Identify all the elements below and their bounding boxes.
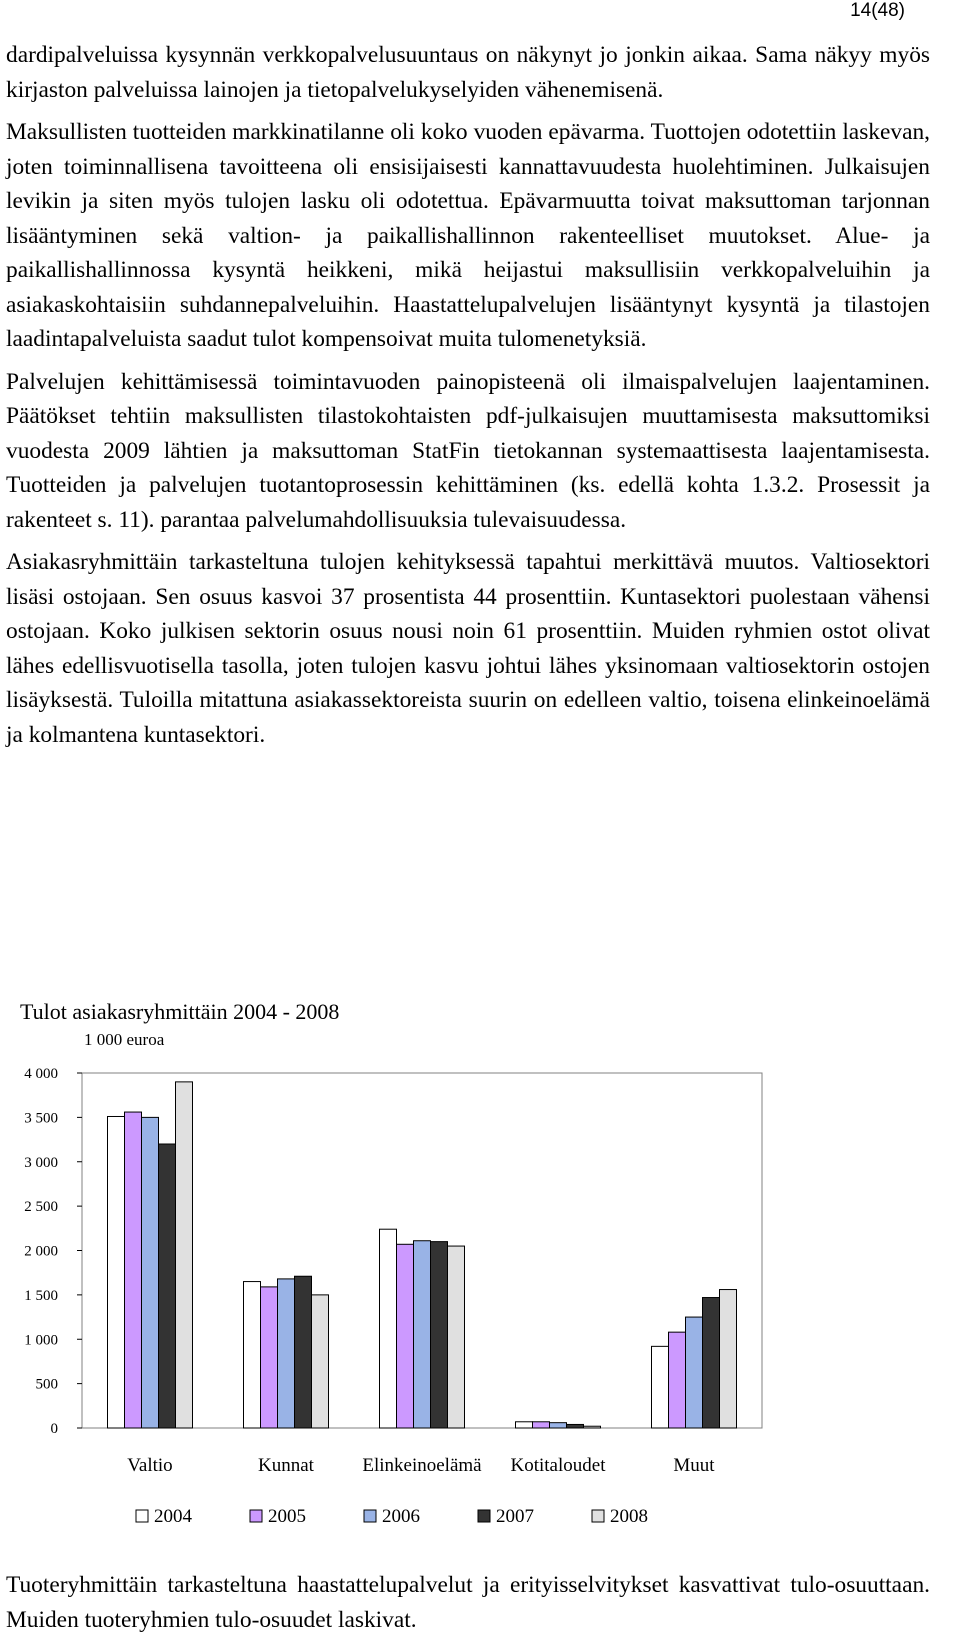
- bar-chart: [0, 1030, 960, 1550]
- chart-title: Tulot asiakasryhmittäin 2004 - 2008: [20, 999, 340, 1024]
- bar: [567, 1424, 584, 1428]
- bar: [295, 1276, 312, 1428]
- legend-swatch: [136, 1510, 148, 1522]
- legend-swatch: [364, 1510, 376, 1522]
- y-tick-label: 3 000: [24, 1154, 58, 1171]
- legend-label: 2007: [496, 1506, 534, 1527]
- bar: [380, 1229, 397, 1428]
- unit-label: 1 000 euroa: [84, 1030, 165, 1049]
- y-tick-label: 3 500: [24, 1110, 58, 1127]
- bar: [125, 1112, 142, 1428]
- bar: [176, 1082, 193, 1428]
- legend-swatch: [478, 1510, 490, 1522]
- paragraph-after-chart: Tuoteryhmittäin tarkasteltuna haastattelupalvelut ja erityisselvitykset kasvattivat tulo-osuuttaan. Muiden tuoteryhmien tulo-osuudet laskivat.: [6, 1572, 930, 1633]
- bar: [448, 1246, 465, 1428]
- bar: [686, 1317, 703, 1428]
- bar: [533, 1422, 550, 1428]
- bar: [108, 1116, 125, 1428]
- bar: [550, 1423, 567, 1428]
- bar: [142, 1117, 159, 1428]
- bar: [261, 1287, 278, 1428]
- x-category-label: Kotitaloudet: [510, 1455, 606, 1476]
- bar: [159, 1144, 176, 1428]
- bar: [516, 1422, 533, 1428]
- paragraph: dardipalveluissa kysynnän verkkopalvelusuuntaus on näkynyt jo jonkin aikaa. Sama näkyy myös kirjaston palveluissa lainojen ja tietopalvelukyselyiden vähenemisenä.: [6, 42, 930, 103]
- bar: [584, 1426, 601, 1428]
- y-tick-label: 4 000: [24, 1066, 58, 1082]
- y-tick-label: 2 500: [24, 1199, 58, 1216]
- y-tick-label: 1 500: [24, 1287, 58, 1304]
- bar: [652, 1346, 669, 1428]
- y-tick-label: 500: [35, 1376, 58, 1393]
- bar: [244, 1282, 261, 1428]
- paragraph: Palvelujen kehittämisessä toimintavuoden painopisteenä oli ilmaispalvelujen laajentaminen. Päätökset tehtiin maksullisten tilastokohtaisten pdf-julkaisujen muuttamisesta maksuttomiksi vuodesta 2009 lähtien ja maksuttoman StatFin tietokannan systemaattisesta laajentamisesta. Tuotteiden ja palvelujen tuotantoprosessin kehittäminen (ks. edellä kohta 1.3.2. Prosessit ja rakenteet s. 11). parantaa palvelumahdollisuuksia tulevaisuudessa.: [6, 368, 930, 533]
- x-category-label: Muut: [673, 1455, 715, 1476]
- bar: [312, 1295, 329, 1428]
- bar: [669, 1332, 686, 1428]
- y-tick-label: 2 000: [24, 1243, 58, 1260]
- bar: [431, 1242, 448, 1428]
- bar: [720, 1290, 737, 1428]
- y-tick-label: 0: [50, 1421, 58, 1437]
- paragraph: Maksullisten tuotteiden markkinatilanne oli koko vuoden epävarma. Tuottojen odotettiin laskevan, joten toiminnallisena tavoitteena oli ensisijaisesti kannattavuudesta huolehtiminen. Julkaisujen levikin ja siten myös tulojen lasku oli odotettua. Epävarmuutta toivat maksuttoman tarjonnan lisääntyminen sekä valtion- ja paikallishallinnon rakenteelliset muutokset. Alue- ja paikallishallinnossa kysyntä heikkeni, mikä heijastui maksullisiin verkkopalveluihin ja asiakaskohtaisiin suhdannepalveluihin. Haastattelupalvelujen lisääntynyt kysyntä ja tilastojen laadintapalveluista saadut tulot kompensoivat muita tulomenetyksiä.: [6, 119, 930, 352]
- x-category-label: Elinkeinoelämä: [362, 1455, 482, 1476]
- legend-swatch: [592, 1510, 604, 1522]
- legend-label: 2006: [382, 1506, 420, 1527]
- bar: [703, 1298, 720, 1428]
- bar: [397, 1244, 414, 1428]
- bar: [278, 1279, 295, 1428]
- legend-label: 2004: [154, 1506, 192, 1527]
- legend-label: 2005: [268, 1506, 306, 1527]
- bar: [414, 1241, 431, 1428]
- legend-swatch: [250, 1510, 262, 1522]
- y-tick-label: 1 000: [24, 1332, 58, 1349]
- paragraph: Asiakasryhmittäin tarkasteltuna tulojen kehityksessä tapahtui merkittävä muutos. Valtiosektori lisäsi ostojaan. Sen osuus kasvoi 37 prosentista 44 prosenttiin. Kuntasektori puolestaan vähensi ostojaan. Koko julkisen sektorin osuus nousi noin 61 prosenttiin. Muiden ryhmien ostot olivat lähes edellisvuotisella tasolla, joten tulojen kasvu johtui lähes yksinomaan valtiosektorin ostojen lisäyksestä. Tuloilla mitattuna asiakassektoreista suurin on edelleen valtio, toisena elinkeinoelämä ja kolmantena kuntasektori.: [6, 549, 930, 748]
- x-category-label: Valtio: [127, 1455, 173, 1476]
- x-category-label: Kunnat: [258, 1455, 314, 1476]
- legend-label: 2008: [610, 1506, 648, 1527]
- page-number: 14(48): [850, 0, 905, 21]
- body-text: [6, 38, 930, 752]
